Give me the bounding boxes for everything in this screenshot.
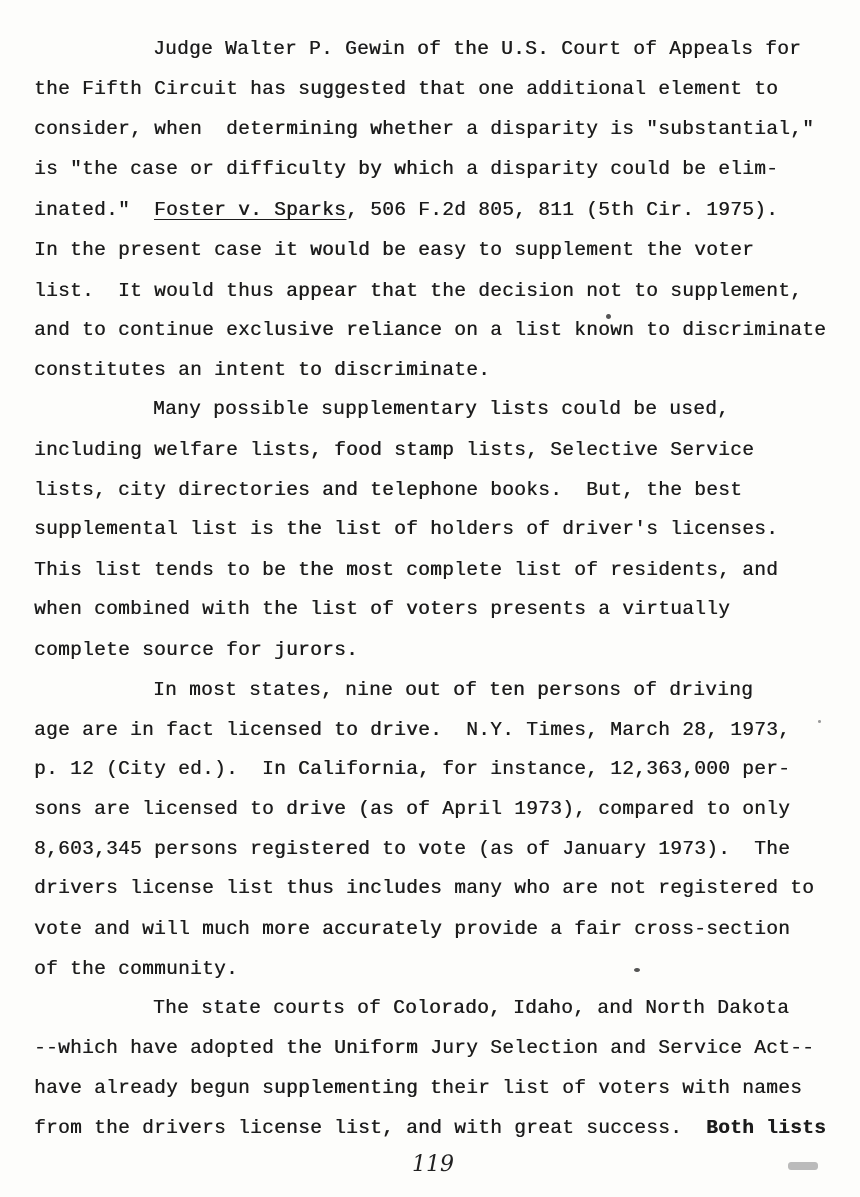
text-line: list. It would thus appear that the decision not to supplement,	[34, 280, 803, 302]
case-citation: Foster v. Sparks	[154, 199, 347, 221]
text-line: Many possible supplementary lists could be used,	[153, 398, 730, 420]
line-text: from the drivers license list, and with great success.	[34, 1117, 707, 1139]
page-number: 119	[412, 1152, 454, 1177]
text-line: when combined with the list of voters presents a virtually	[34, 598, 731, 620]
text-line: complete source for jurors.	[34, 639, 359, 661]
text-line: Judge Walter P. Gewin of the U.S. Court of Appeals for	[153, 38, 802, 60]
text-line: In most states, nine out of ten persons of driving	[153, 679, 754, 701]
text-line: consider, when determining whether a disparity is "substantial,"	[34, 118, 815, 140]
text-line: This list tends to be the most complete list of residents, and	[34, 559, 779, 581]
text-line: of the community.	[34, 958, 239, 980]
text-line: vote and will much more accurately provide a fair cross-section	[34, 918, 791, 940]
scan-speck	[788, 1162, 818, 1170]
text-line: have already begun supplementing their list of voters with names	[34, 1077, 803, 1099]
text-line: --which have adopted the Uniform Jury Selection and Service Act--	[34, 1037, 815, 1059]
text-line: including welfare lists, food stamp lists, Selective Service	[34, 439, 755, 461]
text-line: and to continue exclusive reliance on a list known to discriminate	[34, 319, 827, 341]
text-line: In the present case it would be easy to supplement the voter	[34, 239, 755, 261]
scan-speck	[818, 720, 821, 723]
scan-speck	[634, 968, 640, 972]
text-line: age are in fact licensed to drive. N.Y. Times, March 28, 1973,	[34, 719, 791, 741]
text-line: the Fifth Circuit has suggested that one additional element to	[34, 78, 779, 100]
text-line: constitutes an intent to discriminate.	[34, 359, 491, 381]
text-line: The state courts of Colorado, Idaho, and North Dakota	[153, 997, 790, 1019]
text-line-with-bold	[34, 1116, 826, 1140]
line-text: , 506 F.2d 805, 811 (5th Cir. 1975).	[346, 199, 779, 221]
text-line: drivers license list thus includes many who are not registered to	[34, 877, 815, 899]
scan-speck	[606, 314, 611, 319]
bold-text: Both lists	[706, 1117, 827, 1139]
text-line-with-citation	[34, 198, 778, 222]
text-line: 8,603,345 persons registered to vote (as of January 1973). The	[34, 838, 791, 860]
text-line: p. 12 (City ed.). In California, for instance, 12,363,000 per-	[34, 758, 791, 780]
text-line: is "the case or difficulty by which a disparity could be elim-	[34, 158, 779, 180]
line-text: inated."	[34, 199, 155, 221]
text-line: supplemental list is the list of holders of driver's licenses.	[34, 518, 779, 540]
text-line: sons are licensed to drive (as of April 1973), compared to only	[34, 798, 791, 820]
text-line: lists, city directories and telephone books. But, the best	[34, 479, 743, 501]
